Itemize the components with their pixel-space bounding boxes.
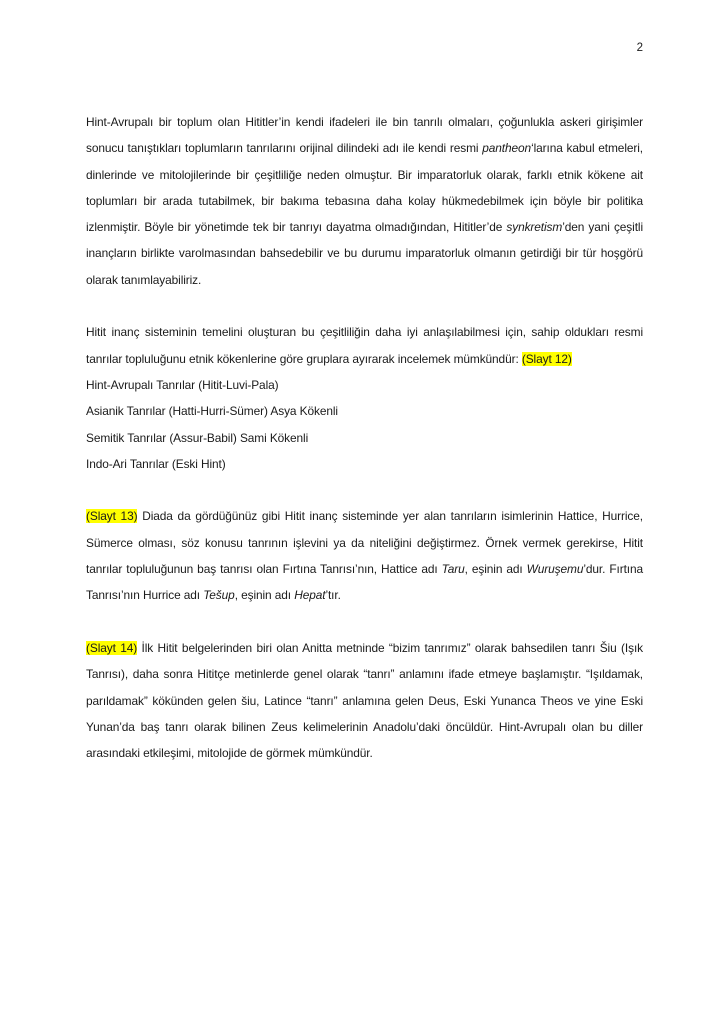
document-body xyxy=(86,109,643,766)
paragraph-1-text-b: ‘larına kabul etmeleri, dinlerinde ve mitolojilerinde bir çeşitliliğe neden olmuştur. Bir imparatorluk olarak, farklı etnik kökene ait toplumları bir arada tutabilmek, bir bakıma tebasına daha kolay hükmedebilmek için böyle bir politika izlenmiştir. Böyle bir yönetimde tek bir tanrıyı dayatma olmadığından, Hititler’de xyxy=(86,141,643,235)
term-tesup: Tešup xyxy=(203,588,235,603)
paragraph-gap xyxy=(86,293,643,319)
term-wurusemu: Wuruşemu xyxy=(526,562,584,577)
term-synkretism: synkretism xyxy=(506,220,563,235)
group-item-4: Indo-Ari Tanrılar (Eski Hint) xyxy=(86,456,226,471)
paragraph-2 xyxy=(86,319,643,372)
paragraph-3-text-e: ’tır. xyxy=(325,588,341,603)
paragraph-3-text-c: ’dur. Fırtına Tanrısı’nın Hurrice adı xyxy=(86,562,643,603)
term-taru: Taru xyxy=(441,562,465,577)
paragraph-3-text-a: Diada da gördüğünüz gibi Hitit inanç sisteminde yer alan tanrıların isimlerinin Hattice, Hurrice, Sümerce olması, söz konusu tanrının işlevini ya da niteliğini değiştirmez. Örnek vermek gerekirse, Hitit tanrılar topluluğunun baş tanrısı olan Fırtına Tanrısı’nın, Hattice adı xyxy=(86,509,643,577)
group-item-1: Hint-Avrupalı Tanrılar (Hitit-Luvi-Pala) xyxy=(86,377,279,392)
paragraph-3-text-b: , eşinin adı xyxy=(464,562,527,577)
slide-14-highlight: (Slayt 14) xyxy=(86,640,138,655)
paragraph-gap xyxy=(86,477,643,503)
paragraph-1-text-a: Hint-Avrupalı bir toplum olan Hititler’in kendi ifadeleri ile bin tanrılı olmaları, çoğunlukla askeri girişimler sonucu tanıştıkları toplumların tanrılarını orijinal dilindeki adı ile kendi resmi xyxy=(86,115,643,156)
page-number: 2 xyxy=(636,42,643,54)
paragraph-1-text-c: ’den yani çeşitli inançların birlikte varolmasından bahsedebilir ve bu durumu imparatorluk olmanın getirdiği bir tür hoşgörü olarak tanımlayabiliriz. xyxy=(86,220,643,287)
paragraph-2-text: Hitit inanç sisteminin temelini oluşturan bu çeşitliliğin daha iyi anlaşılabilmesi için, sahip oldukları resmi tanrılar topluluğunu etnik kökenlerine göre gruplara ayırarak incelemek mümkündür: xyxy=(86,325,643,366)
paragraph-4-text: İlk Hitit belgelerinden biri olan Anitta metninde “bizim tanrımız” olarak bahsedilen tanrı Šiu (Işık Tanrısı), daha sonra Hititçe metinlerde genel olarak “tanrı” anlamını ifade etmeye başlamıştır. “Işıldamak, parıldamak” kökünden gelen šiu, Latince “tanrı” anlamına gelen Deus, Eski Yunanca Theos ve yine Eski Yunan’da baş tanrı olarak bilinen Zeus kelimelerinin Anadolu’daki öncüldür. Hint-Avrupalı olan bu diller arasındaki etkileşimi, mitolojide de görmek mümkündür. xyxy=(86,640,643,761)
slide-13-highlight: (Slayt 13) xyxy=(86,509,138,524)
group-item-2: Asianik Tanrılar (Hatti-Hurri-Sümer) Asya Kökenli xyxy=(86,404,338,419)
paragraph-3 xyxy=(86,503,643,608)
term-hepat: Hepat xyxy=(294,588,326,603)
slide-12-highlight: (Slayt 12) xyxy=(521,351,572,366)
paragraph-1 xyxy=(86,109,643,293)
paragraph-4 xyxy=(86,635,643,766)
paragraph-3-text-d: , eşinin adı xyxy=(234,588,295,603)
group-item-3: Semitik Tanrılar (Assur-Babil) Sami Kökenli xyxy=(86,430,309,445)
paragraph-gap xyxy=(86,609,643,635)
term-pantheon: pantheon xyxy=(482,141,532,156)
